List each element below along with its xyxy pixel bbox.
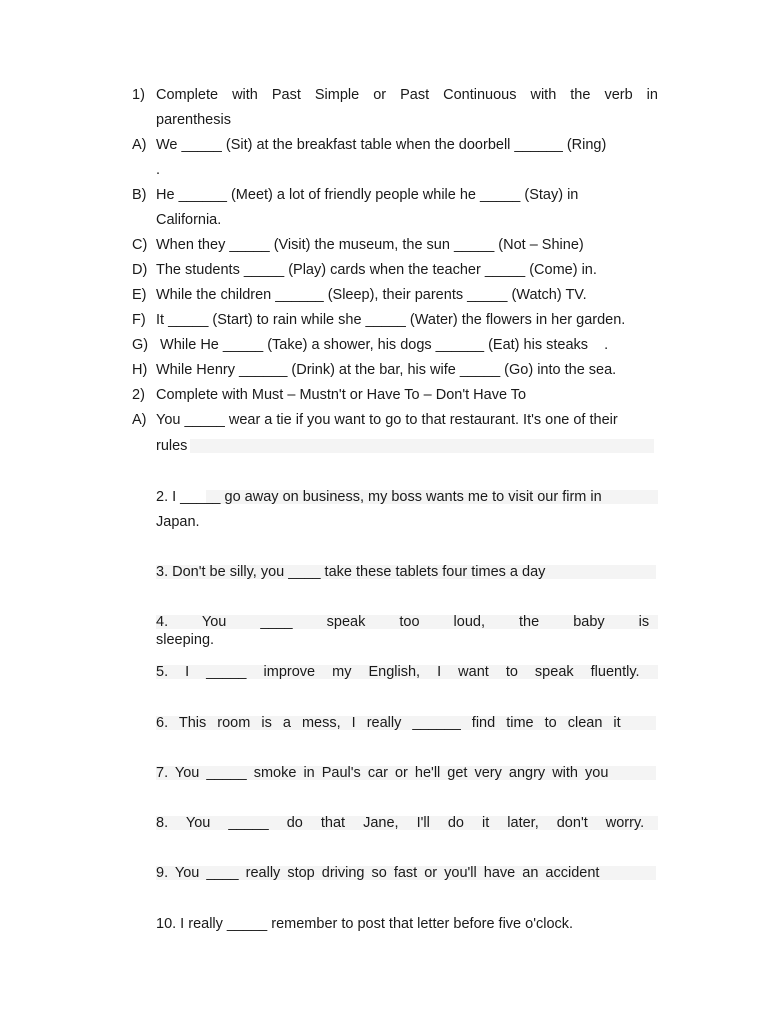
word: with: [530, 87, 557, 103]
word: Continuous: [443, 87, 517, 103]
word: Past: [271, 87, 301, 103]
item-text: You _____ wear a tie if you want to go to that restaurant. It's one of their: [156, 412, 618, 428]
item-marker: E): [132, 287, 147, 303]
item-marker: C): [132, 237, 148, 253]
numbered-item: 5. I _____ improve my English, I want to speak fluently.: [156, 664, 640, 680]
section-1-marker: 1): [132, 87, 145, 103]
numbered-item: 8. You _____ do that Jane, I'll do it later, don't worry.: [156, 815, 645, 831]
word: Past: [400, 87, 430, 103]
item-text-cont: .: [156, 162, 161, 178]
numbered-item: 7. You _____ smoke in Paul's car or he'll get very angry with you: [156, 765, 609, 781]
word: in: [646, 87, 658, 103]
word: Complete: [156, 87, 219, 103]
item-marker: F): [132, 312, 146, 328]
numbered-item: 3. Don't be silly, you ____ take these tablets four times a day: [156, 564, 546, 580]
numbered-item: 2. I _____ go away on business, my boss wants me to visit our firm in: [156, 489, 602, 505]
item-text: He ______ (Meet) a lot of friendly people while he _____ (Stay) in: [156, 187, 579, 203]
numbered-item: 4. You ____ speak too loud, the baby is sleeping.: [156, 614, 650, 648]
section-1-title-line: [156, 86, 658, 104]
item-text: When they _____ (Visit) the museum, the sun _____ (Not – Shine): [156, 237, 584, 253]
item-text: The students _____ (Play) cards when the teacher _____ (Come) in.: [156, 262, 597, 278]
item-marker: A): [132, 137, 147, 153]
item-text: It _____ (Start) to rain while she _____ (Water) the flowers in her garden.: [156, 312, 626, 328]
numbered-item-cont: Japan.: [156, 514, 200, 530]
item-marker: A): [132, 412, 147, 428]
section-2-marker: 2): [132, 387, 145, 403]
section-1-title-cont: parenthesis: [156, 112, 231, 128]
word: the: [570, 87, 591, 103]
word: Simple: [314, 87, 360, 103]
item-text-cont: California.: [156, 212, 222, 228]
section-2-title: Complete with Must – Mustn't or Have To – Don't Have To: [156, 387, 527, 403]
item-text: While He _____ (Take) a shower, his dogs ______ (Eat) his steaks .: [156, 337, 609, 353]
numbered-item: 10. I really _____ remember to post that letter before five o'clock.: [156, 916, 574, 932]
word: verb: [604, 87, 633, 103]
item-marker: D): [132, 262, 148, 278]
word: with: [232, 87, 258, 103]
item-marker: G): [132, 337, 149, 353]
item-text-cont: rules: [156, 438, 188, 454]
item-text: We _____ (Sit) at the breakfast table when the doorbell ______ (Ring): [156, 137, 607, 153]
item-text: While the children ______ (Sleep), their parents _____ (Watch) TV.: [156, 287, 587, 303]
numbered-item: 6. This room is a mess, I really ______ find time to clean it: [156, 715, 621, 731]
word: or: [373, 87, 387, 103]
item-marker: H): [132, 362, 148, 378]
shading-band: [190, 439, 654, 453]
item-text: While Henry ______ (Drink) at the bar, his wife _____ (Go) into the sea.: [156, 362, 617, 378]
item-marker: B): [132, 187, 147, 203]
numbered-item: 9. You ____ really stop driving so fast or you'll have an accident: [156, 865, 600, 881]
